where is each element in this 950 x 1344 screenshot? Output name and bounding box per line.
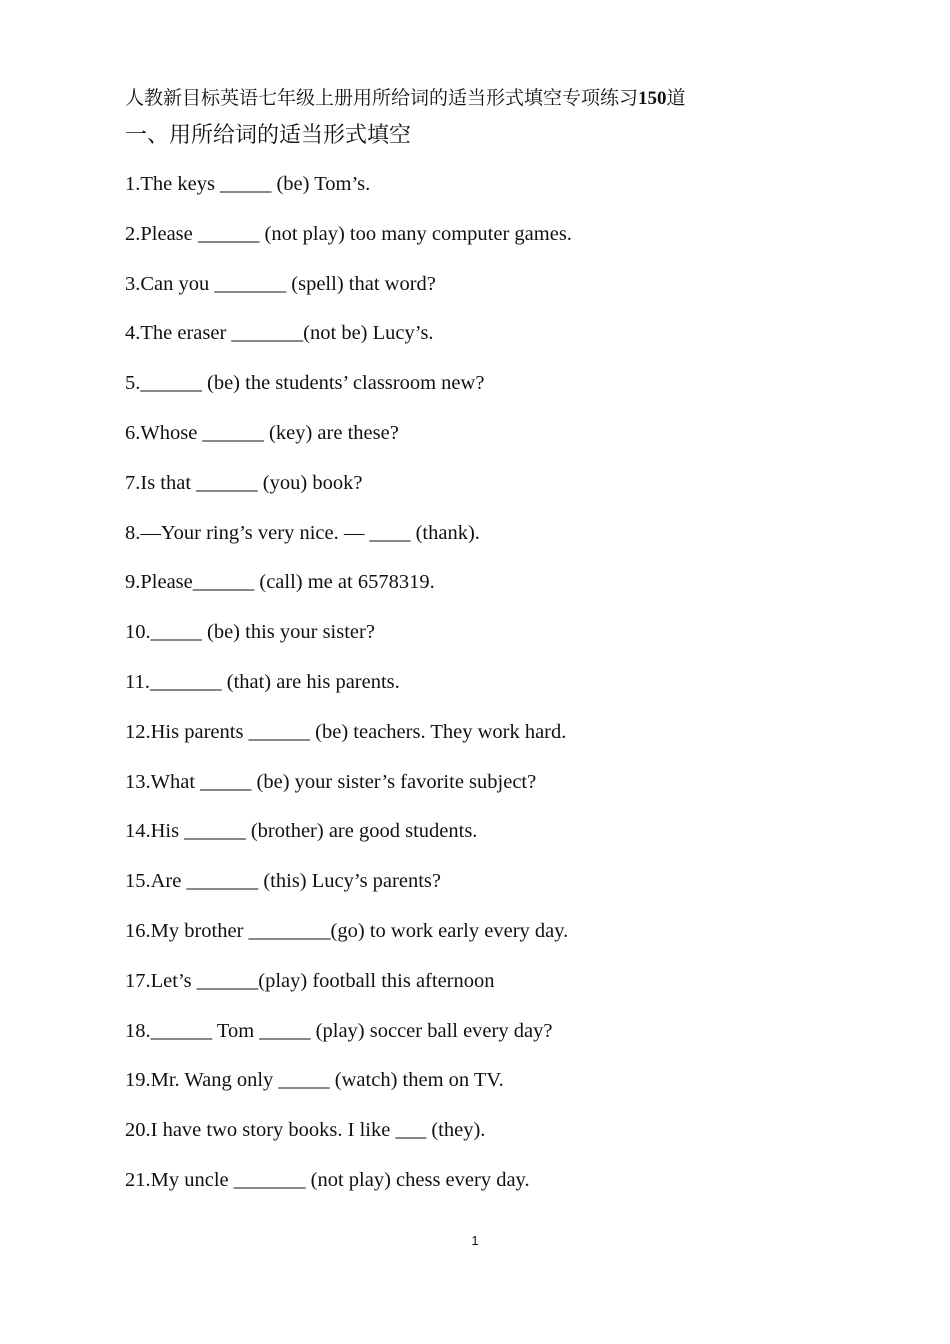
question-item: 2.Please ______ (not play) too many computer games.: [125, 222, 572, 245]
question-item: 11._______ (that) are his parents.: [125, 670, 400, 693]
document-title-count: 150: [638, 88, 667, 109]
question-item: 19.Mr. Wang only _____ (watch) them on TV.: [125, 1069, 504, 1092]
question-item: 17.Let’s ______(play) football this afternoon: [125, 969, 495, 992]
question-item: 6.Whose ______ (key) are these?: [125, 421, 399, 444]
document-title-suffix: 道: [666, 88, 686, 109]
question-item: 16.My brother ________(go) to work early every day.: [125, 919, 569, 942]
question-item: 15.Are _______ (this) Lucy’s parents?: [125, 870, 441, 893]
question-item: 13.What _____ (be) your sister’s favorite subject?: [125, 770, 537, 793]
question-item: 21.My uncle _______ (not play) chess every day.: [125, 1168, 530, 1191]
question-item: 12.His parents ______ (be) teachers. They work hard.: [125, 720, 567, 743]
question-item: 1.The keys _____ (be) Tom’s.: [125, 173, 371, 195]
question-item: 4.The eraser _______(not be) Lucy’s.: [125, 322, 434, 345]
question-item: 20.I have two story books. I like ___ (they).: [125, 1119, 486, 1142]
question-item: 3.Can you _______ (spell) that word?: [125, 272, 436, 295]
question-item: 5.______ (be) the students’ classroom new?: [125, 372, 485, 395]
question-item: 8.—Your ring’s very nice. — ____ (thank).: [125, 521, 480, 544]
question-item: 7.Is that ______ (you) book?: [125, 471, 363, 494]
question-item: 10._____ (be) this your sister?: [125, 621, 375, 644]
question-item: 9.Please______ (call) me at 6578319.: [125, 571, 435, 594]
question-item: 18.______ Tom _____ (play) soccer ball every day?: [125, 1019, 553, 1042]
question-item: 14.His ______ (brother) are good students.: [125, 820, 478, 843]
section-heading: 一、用所给词的适当形式填空: [125, 122, 412, 147]
page-number: 1: [471, 1233, 479, 1248]
document-title: [125, 86, 686, 112]
document-title-text: 人教新目标英语七年级上册用所给词的适当形式填空专项练习: [125, 88, 639, 109]
question-list: [125, 170, 572, 1216]
